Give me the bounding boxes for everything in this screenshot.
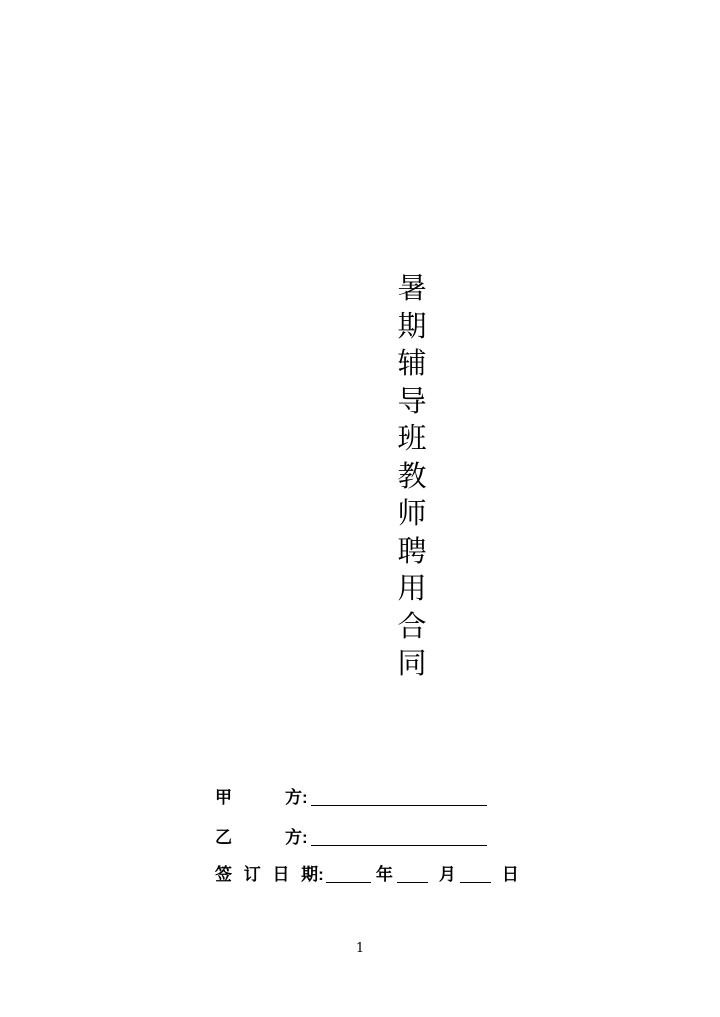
year-label: 年 <box>375 865 393 884</box>
party-b-row <box>215 823 487 848</box>
party-a-field-label: 方: <box>285 788 308 807</box>
party-b-label: 乙 <box>215 828 232 847</box>
party-a-row <box>215 783 487 808</box>
party-a-blank-line <box>311 793 487 806</box>
signing-date-row <box>215 860 519 885</box>
party-b-field-label: 方: <box>285 828 308 847</box>
signing-date-year-blank-line <box>326 870 371 883</box>
signing-date-month-blank-line <box>397 870 428 883</box>
document-title-vertical: 暑期辅导班教师聘用合同 <box>397 271 427 680</box>
page-number: 1 <box>355 941 365 956</box>
party-a-label: 甲 <box>215 788 232 807</box>
day-label: 日 <box>501 865 519 884</box>
signing-date-day-blank-line <box>460 870 491 883</box>
signing-date-label: 签 订 日 期: <box>215 865 324 884</box>
party-b-blank-line <box>311 833 487 846</box>
month-label: 月 <box>438 865 456 884</box>
